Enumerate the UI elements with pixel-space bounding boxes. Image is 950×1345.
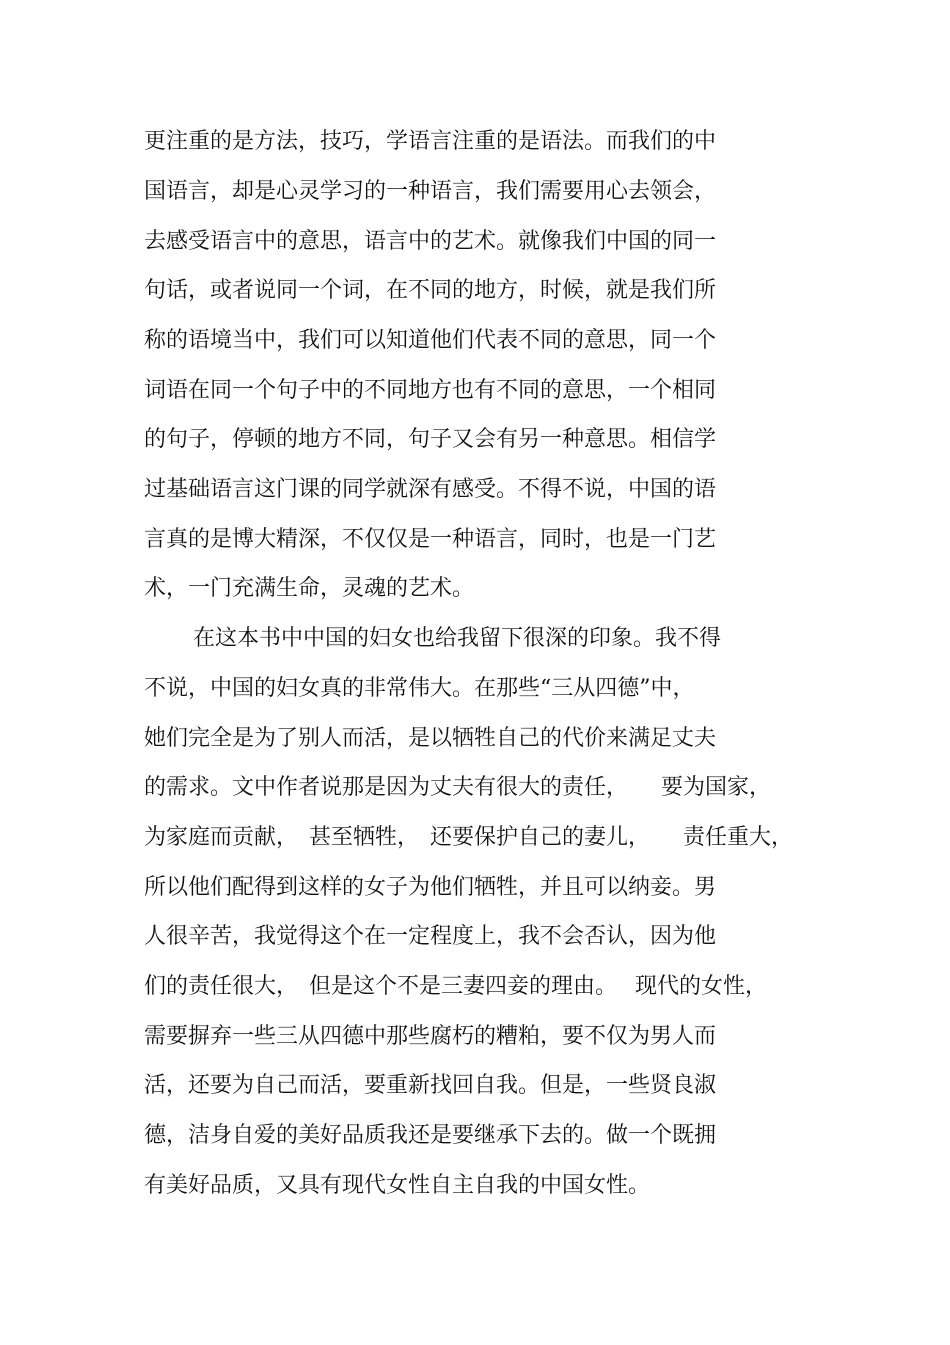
text-line: 词语在同一个句子中的不同地方也有不同的意思，一个相同	[144, 378, 717, 403]
text-line: 活，还要为自己而活，要重新找回自我。但是，一些贤良淑	[144, 1073, 717, 1098]
text-line: 有美好品质，又具有现代女性自主自我的中国女性。	[144, 1173, 651, 1198]
text-line: 的需求。文中作者说那是因为丈夫有很大的责任， 要为国家，	[144, 775, 772, 800]
text-line: 她们完全是为了别人而活，是以牺牲自己的代价来满足丈夫	[144, 726, 717, 751]
text-line: 国语言，却是心灵学习的一种语言，我们需要用心去领会，	[144, 179, 717, 204]
text-line-indented: 在这本书中中国的妇女也给我留下很深的印象。我不得	[193, 626, 722, 651]
text-line: 术，一门充满生命，灵魂的艺术。	[144, 576, 475, 601]
text-line: 句话，或者说同一个词，在不同的地方，时候，就是我们所	[144, 278, 717, 303]
text-line: 所以他们配得到这样的女子为他们牺牲，并且可以纳妾。男	[144, 875, 717, 900]
text-line: 为家庭而贡献， 甚至牺牲， 还要保护自己的妻儿， 责任重大，	[144, 825, 794, 850]
text-line: 称的语境当中，我们可以知道他们代表不同的意思，同一个	[144, 328, 717, 353]
text-line: 人很辛苦，我觉得这个在一定程度上，我不会否认，因为他	[144, 924, 717, 949]
text-line: 的句子，停顿的地方不同，句子又会有另一种意思。相信学	[144, 427, 717, 452]
text-line: 需要摒弃一些三从四德中那些腐朽的糟粕，要不仅为男人而	[144, 1024, 717, 1049]
text-line: 去感受语言中的意思，语言中的艺术。就像我们中国的同一	[144, 229, 717, 254]
text-line: 更注重的是方法，技巧，学语言注重的是语法。而我们的中	[144, 129, 717, 154]
text-line: 德，洁身自爱的美好品质我还是要继承下去的。做一个既拥	[144, 1123, 717, 1148]
text-line: 言真的是博大精深，不仅仅是一种语言，同时，也是一门艺	[144, 527, 717, 552]
text-line: 过基础语言这门课的同学就深有感受。不得不说，中国的语	[144, 477, 717, 502]
text-line: 不说，中国的妇女真的非常伟大。在那些“三从四德”中，	[144, 676, 695, 701]
text-line: 们的责任很大， 但是这个不是三妻四妾的理由。 现代的女性，	[144, 974, 767, 999]
